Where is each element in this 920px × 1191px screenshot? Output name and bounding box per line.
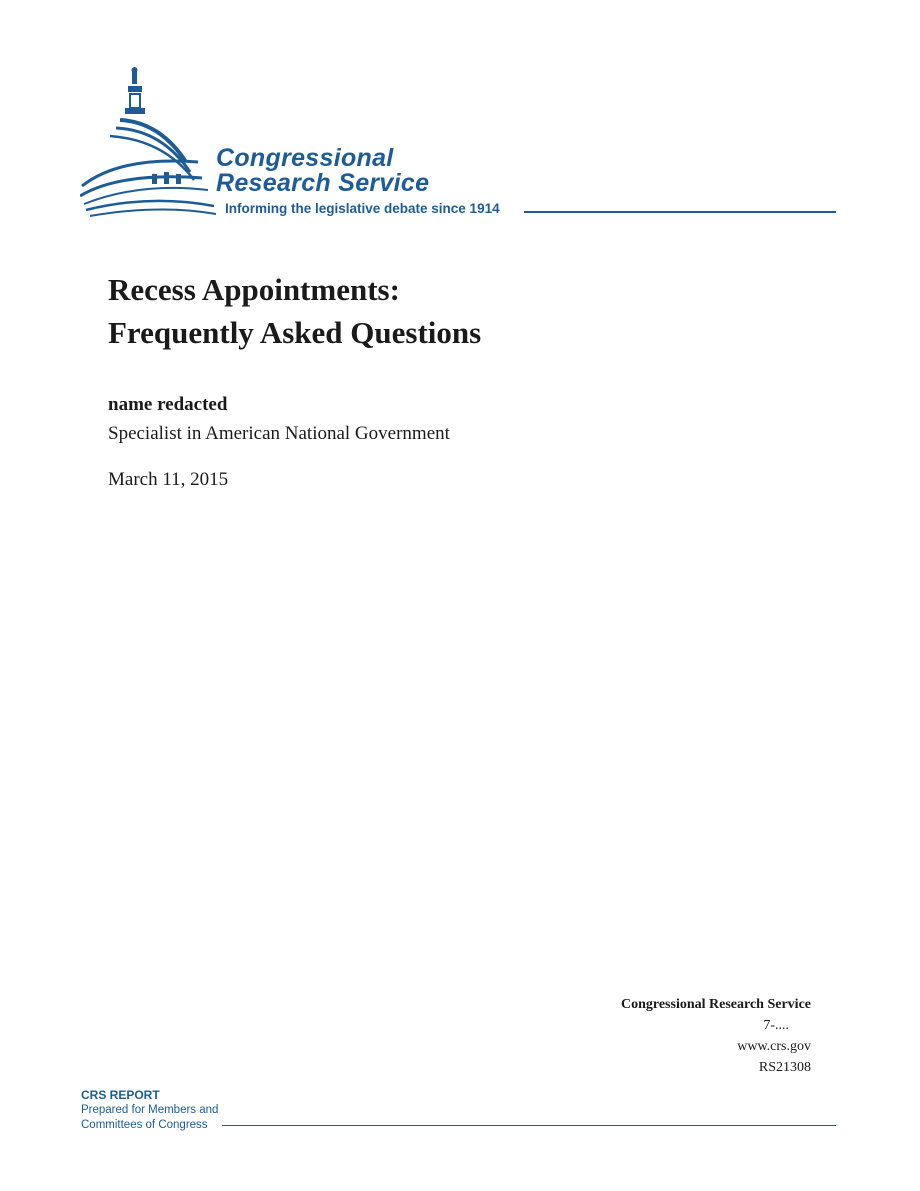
logo-wordmark [216,146,429,196]
document-title [108,268,481,354]
footer-phone: 7-.... [763,1018,789,1033]
title-line-2: Frequently Asked Questions [108,315,482,350]
badge-head: CRS REPORT [81,1088,160,1102]
badge-line-1: Prepared for Members and [81,1104,219,1116]
title-line-1: Recess Appointments: [108,272,400,307]
crs-logo [80,66,840,226]
author-name: name redacted [108,394,228,415]
logo-name-line2: Research Service [216,169,430,197]
publication-date: March 11, 2015 [108,469,229,490]
logo-name-line1: Congressional [216,144,394,172]
badge-line-2: Committees of Congress [81,1119,208,1131]
footer-report-number: RS21308 [758,1060,811,1075]
footer-divider [222,1125,836,1126]
footer-website: www.crs.gov [737,1039,811,1054]
footer-organization: Congressional Research Service [620,997,811,1012]
report-info [621,994,811,1078]
author-role: Specialist in American National Government [108,423,450,444]
logo-divider [524,211,836,213]
capitol-dome-logo-icon [80,66,220,226]
crs-report-badge [81,1088,218,1133]
logo-tagline: Informing the legislative debate since 1914 [225,201,500,216]
